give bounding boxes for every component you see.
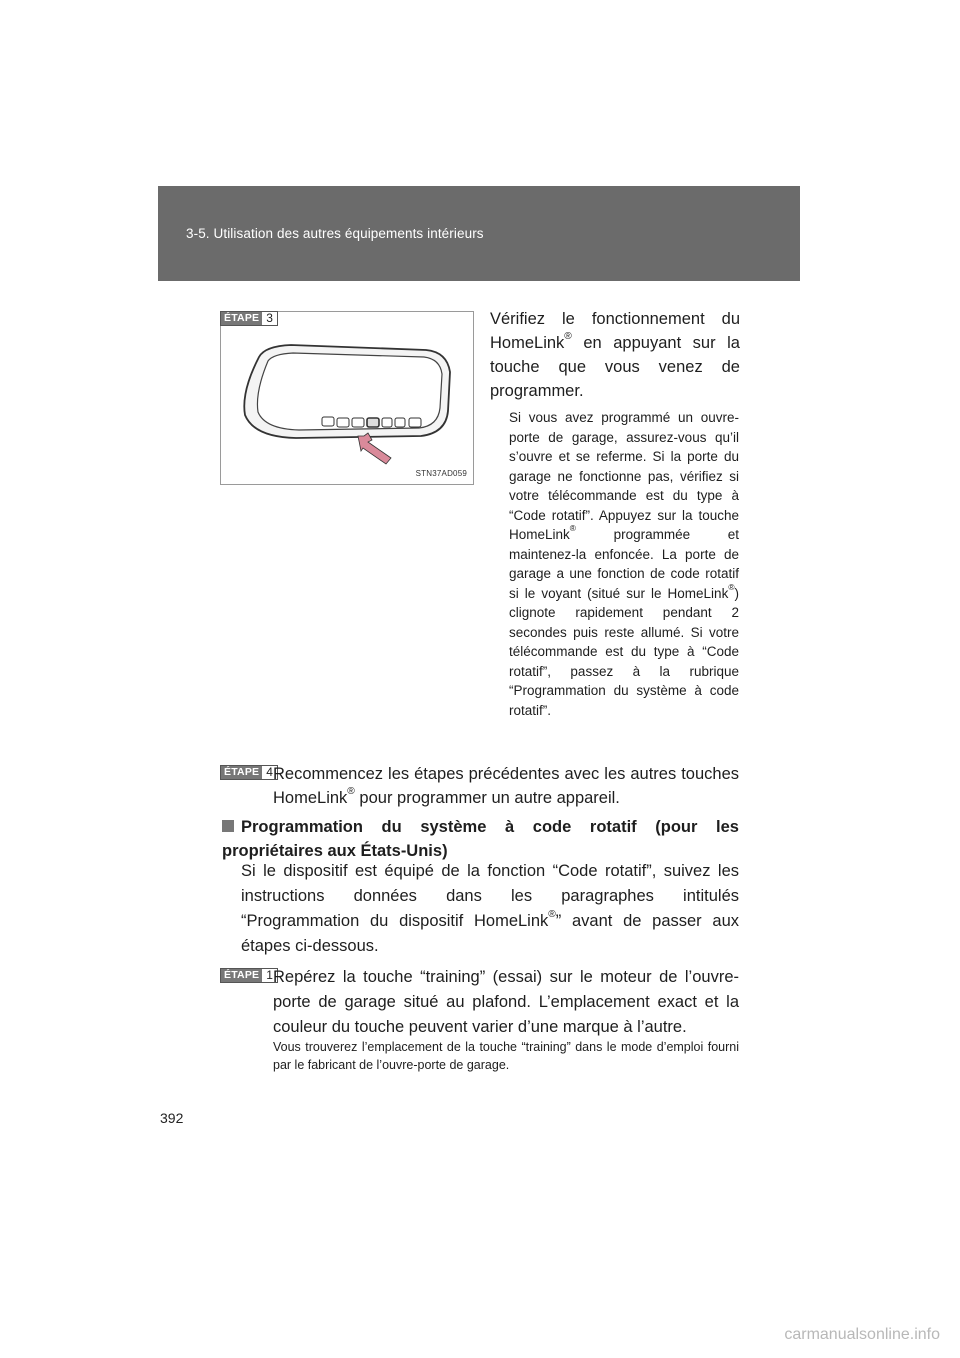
homelink-button-4 (382, 418, 392, 427)
page-number: 392 (160, 1110, 184, 1126)
step1-text: Repérez la touche “training” (essai) sur le moteur de l’ouvre-porte de garage situé au plafond. L’emplacement exact et la couleur du touche peuvent varier d’une marque à l’autre. (273, 968, 739, 1036)
watermark: carmanualsonline.info (784, 1326, 940, 1343)
etape-number: 3 (266, 311, 273, 325)
step3-note: Si vous avez programmé un ouvre-porte de garage, assurez-vous qu’il s’ouvre et se referme. Si la porte du garage ne fonctionne pas, vérifiez si votre télécommande est du type à “Code rotatif”. Appuyez sur la touche HomeLink® programmée et maintenez-la enfoncée. La porte de garage a une fonction de code rotatif si le voyant (situé sur le HomeLink®) clignote rapidement pendant 2 secondes puis reste allumé. Si votre télécommande est du type à “Code rotatif”, passez à la rubrique “Programmation du système à code rotatif”. (509, 410, 739, 718)
figure-code: STN37AD059 (415, 469, 467, 478)
step4-text: Recommencez les étapes précédentes avec les autres touches HomeLink® pour programmer un autre appareil. (273, 765, 739, 807)
homelink-button-1 (322, 417, 334, 426)
section-title: 3-5. Utilisation des autres équipements intérieurs (186, 226, 484, 241)
homelink-button-selected (367, 418, 379, 427)
step1-note: Vous trouverez l’emplacement de la touche “training” dans le mode d’emploi fourni par le fabricant de l’ouvre-porte de garage. (273, 1040, 739, 1072)
homelink-button-2 (337, 418, 349, 427)
section-heading: Programmation du système à code rotatif (pour les propriétaires aux États-Unis) (222, 818, 739, 860)
homelink-button-5 (395, 418, 405, 427)
section-header (158, 186, 800, 281)
square-bullet-icon (222, 820, 234, 832)
homelink-button-3 (352, 418, 364, 427)
etape-label: ÉTAPE (221, 312, 262, 325)
mirror-figure (220, 311, 474, 485)
homelink-button-6 (409, 418, 421, 427)
etape4-badge: ÉTAPE 4 (220, 765, 278, 780)
mirror-illustration (221, 312, 473, 484)
etape1-badge: ÉTAPE 1 (220, 968, 278, 983)
pointer-arrow-icon (358, 433, 391, 464)
section-body: Si le dispositif est équipé de la fonction “Code rotatif”, suivez les instructions données dans les paragraphes intitulés “Programmation du dispositif HomeLink®” avant de passer aux étapes ci-dessous. (241, 862, 739, 955)
step3-text: Vérifiez le fonctionnement du HomeLink® en appuyant sur la touche que vous venez de programmer. (490, 310, 740, 400)
